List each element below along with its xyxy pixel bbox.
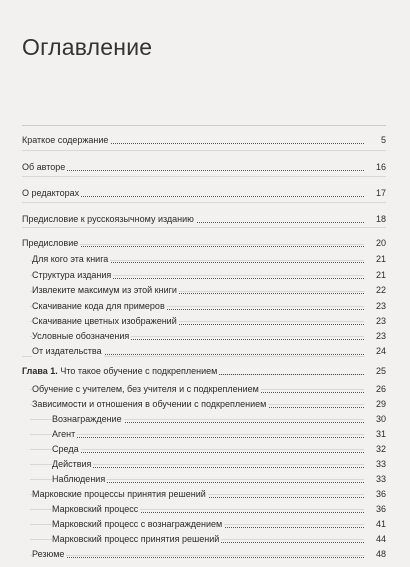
toc-entry-text: Об авторе — [22, 162, 66, 172]
toc-entry[interactable] — [0, 412, 410, 426]
toc-entry-text: Краткое содержание — [22, 135, 109, 145]
toc-entry-text: Вознаграждение — [52, 414, 122, 424]
toc-page-number: 36 — [364, 502, 386, 516]
toc-entry[interactable] — [0, 299, 410, 313]
toc-page-number: 29 — [364, 397, 386, 411]
toc-page-number: 23 — [364, 299, 386, 313]
toc-separator — [22, 227, 386, 228]
toc-page-number: 22 — [364, 283, 386, 297]
toc-entry-title — [22, 236, 80, 250]
toc-entry-title — [52, 412, 124, 426]
toc-entry-text: Марковский процесс — [52, 504, 139, 514]
toc-entry[interactable] — [0, 212, 410, 226]
toc-entry-text: Среда — [52, 444, 79, 454]
toc-page-number: 33 — [364, 457, 386, 471]
toc-page-number: 26 — [364, 382, 386, 396]
toc-leader-dots — [52, 452, 386, 453]
toc-entry-title — [52, 502, 140, 516]
toc-entry-text: Зависимости и отношения в обучении с подкреплением — [32, 399, 267, 409]
toc-separator — [22, 150, 386, 151]
toc-entry-text: От издательства — [32, 346, 102, 356]
toc-entry-text: Марковские процессы принятия решений — [32, 489, 206, 499]
toc-entry[interactable] — [0, 133, 410, 147]
chapter-label: Глава 1. — [22, 366, 58, 376]
toc-page-number: 32 — [364, 442, 386, 456]
toc-page-number: 36 — [364, 487, 386, 501]
toc-page-number: 33 — [364, 472, 386, 486]
toc-entry-title — [32, 252, 110, 266]
toc-entry-title — [32, 299, 167, 313]
toc-entry-text: Извлеките максимум из этой книги — [32, 285, 177, 295]
toc-entry[interactable] — [0, 547, 410, 561]
toc-entry[interactable] — [0, 236, 410, 250]
toc-entry[interactable] — [0, 427, 410, 441]
toc-entry-text: Предисловие к русскоязычному изданию — [22, 214, 194, 224]
toc-entry-title — [32, 329, 131, 343]
toc-entry-text: Резюме — [32, 549, 65, 559]
toc-entry-text: О редакторах — [22, 188, 80, 198]
toc-entry-text: Наблюдения — [52, 474, 106, 484]
toc-page-number: 25 — [364, 364, 386, 378]
toc-entry[interactable] — [0, 283, 410, 297]
toc-entry[interactable] — [0, 186, 410, 200]
toc-leader-dots — [52, 467, 386, 468]
toc-page-number: 41 — [364, 517, 386, 531]
toc-page-number: 23 — [364, 329, 386, 343]
toc-entry[interactable] — [0, 517, 410, 531]
toc-leader-dots — [32, 557, 386, 558]
toc-separator — [22, 202, 386, 203]
toc-entry-text: Условные обозначения — [32, 331, 130, 341]
toc-entry-title — [52, 517, 224, 531]
toc-entry-title — [52, 427, 77, 441]
toc-entry-title — [32, 397, 268, 411]
toc-entry-title — [52, 442, 81, 456]
toc-entry-text: Обучение с учителем, без учителя и с подкреплением — [32, 384, 259, 394]
title-divider — [22, 125, 386, 126]
toc-entry-title — [52, 472, 107, 486]
toc-entry-text: Скачивание кода для примеров — [32, 301, 165, 311]
toc-page-number: 30 — [364, 412, 386, 426]
toc-page-number: 44 — [364, 532, 386, 546]
toc-entry-title — [22, 364, 219, 378]
toc-entry-text: Структура издания — [32, 270, 112, 280]
toc-entry-title — [22, 160, 67, 174]
toc-entry-title — [22, 133, 110, 147]
toc-entry-title — [52, 457, 93, 471]
toc-page-number: 48 — [364, 547, 386, 561]
toc-entry-title — [32, 382, 261, 396]
toc-entry[interactable] — [0, 252, 410, 266]
toc-entry[interactable] — [0, 532, 410, 546]
toc-entry-title — [22, 212, 196, 226]
toc-page-number: 23 — [364, 314, 386, 328]
toc-page-number: 20 — [364, 236, 386, 250]
toc-entry-title — [32, 268, 113, 282]
toc-page-number: 21 — [364, 268, 386, 282]
toc-entry-text: Действия — [52, 459, 92, 469]
toc-entry-text: Марковский процесс с вознаграждением — [52, 519, 223, 529]
toc-entry[interactable] — [0, 160, 410, 174]
toc-page-number: 31 — [364, 427, 386, 441]
toc-entry-title — [22, 186, 81, 200]
toc-entry-text: Агент — [52, 429, 76, 439]
toc-entry[interactable] — [0, 268, 410, 282]
toc-entry-text: Скачивание цветных изображений — [32, 316, 177, 326]
toc-page-number: 17 — [364, 186, 386, 200]
toc-entry[interactable] — [0, 314, 410, 328]
toc-entry[interactable] — [0, 502, 410, 516]
toc-entry[interactable] — [0, 442, 410, 456]
toc-entry-title — [32, 344, 104, 358]
toc-entry-title — [52, 532, 221, 546]
toc-page-number: 18 — [364, 212, 386, 226]
toc-page-number: 24 — [364, 344, 386, 358]
toc-entry-text: Предисловие — [22, 238, 79, 248]
toc-leader-dots — [52, 437, 386, 438]
toc-entry[interactable] — [0, 382, 410, 396]
toc-entry-text: Что такое обучение с подкреплением — [60, 366, 218, 376]
toc-entry[interactable] — [0, 397, 410, 411]
toc-entry[interactable] — [0, 487, 410, 501]
toc-entry[interactable] — [0, 364, 410, 378]
page-title: Оглавление — [22, 34, 153, 60]
toc-entry-text: Для кого эта книга — [32, 254, 109, 264]
toc-entry-title — [32, 487, 208, 501]
toc-page-number: 16 — [364, 160, 386, 174]
toc-separator — [22, 176, 386, 177]
toc-entry-title — [32, 283, 179, 297]
toc-page-number: 5 — [364, 133, 386, 147]
toc-entry-title — [32, 314, 179, 328]
toc-entry-text: Марковский процесс принятия решений — [52, 534, 220, 544]
toc-page-number: 21 — [364, 252, 386, 266]
toc-entry[interactable] — [0, 457, 410, 471]
toc-leader-dots — [22, 170, 386, 171]
toc-entry[interactable] — [0, 329, 410, 343]
toc-entry[interactable] — [0, 344, 410, 358]
toc-entry[interactable] — [0, 472, 410, 486]
toc-entry-title — [32, 547, 66, 561]
